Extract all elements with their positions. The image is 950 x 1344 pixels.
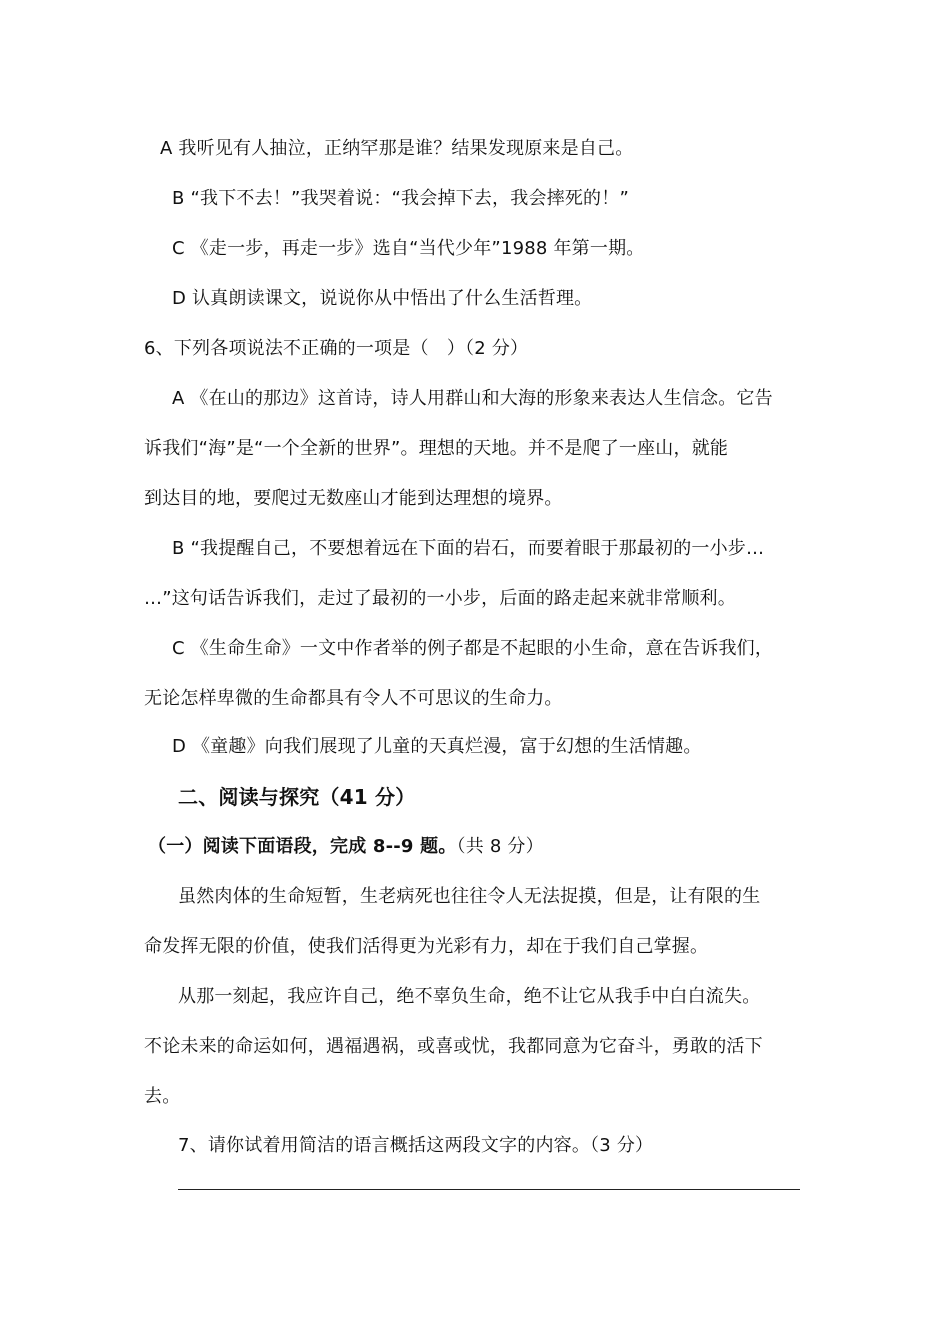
q5-option-b: B “我下不去！”我哭着说：“我会掉下去，我会摔死的！” <box>172 188 629 209</box>
q6-option-a-line-1: A 《在山的那边》这首诗，诗人用群山和大海的形象来表达人生信念。它告 <box>172 388 773 409</box>
passage-p2-line-3: 去。 <box>144 1086 181 1107</box>
passage-p2-line-1: 从那一刻起，我应许自己，绝不辜负生命，绝不让它从我手中白白流失。 <box>178 986 761 1007</box>
q6-option-a-line-2: 诉我们“海”是“一个全新的世界”。理想的天地。并不是爬了一座山，就能 <box>144 438 729 459</box>
part-1-heading-instruction: （一）阅读下面语段，完成 8--9 题。 <box>148 836 457 857</box>
q6-option-c-line-2: 无论怎样卑微的生命都具有令人不可思议的生命力。 <box>144 688 563 709</box>
part-1-heading <box>148 835 544 859</box>
q5-option-d: D 认真朗读课文，说说你从中悟出了什么生活哲理。 <box>172 288 593 309</box>
q5-option-a: A 我听见有人抽泣，正纳罕那是谁？结果发现原来是自己。 <box>160 138 634 159</box>
q6-option-b-line-2: …”这句话告诉我们，走过了最初的一小步，后面的路走起来就非常顺利。 <box>144 588 736 609</box>
passage-p1-line-2: 命发挥无限的价值，使我们活得更为光彩有力，却在于我们自己掌握。 <box>144 936 709 957</box>
q6-option-c-line-1: C 《生命生命》一文中作者举的例子都是不起眼的小生命，意在告诉我们， <box>172 638 774 659</box>
passage-p2-line-2: 不论未来的命运如何，遇福遇祸，或喜或忧，我都同意为它奋斗，勇敢的活下 <box>144 1036 763 1057</box>
q6-option-b-line-1: B “我提醒自己，不要想着远在下面的岩石，而要着眼于那最初的一小步… <box>172 538 765 559</box>
q6-stem: 6、下列各项说法不正确的一项是（ ）（2 分） <box>144 338 529 359</box>
q6-option-d: D 《童趣》向我们展现了儿童的天真烂漫，富于幻想的生活情趣。 <box>172 736 702 757</box>
q6-option-a-line-3: 到达目的地，要爬过无数座山才能到达理想的境界。 <box>144 488 563 509</box>
part-1-heading-score: （共 8 分） <box>456 836 544 857</box>
q5-option-c: C 《走一步，再走一步》选自“当代少年”1988 年第一期。 <box>172 238 645 259</box>
answer-line[interactable] <box>178 1189 800 1190</box>
question-7: 7、请你试着用简洁的语言概括这两段文字的内容。（3 分） <box>178 1135 654 1156</box>
passage-p1-line-1: 虽然肉体的生命短暂，生老病死也往往令人无法捉摸，但是，让有限的生 <box>178 886 761 907</box>
section-2-title: 二、阅读与探究（41 分） <box>178 785 416 809</box>
